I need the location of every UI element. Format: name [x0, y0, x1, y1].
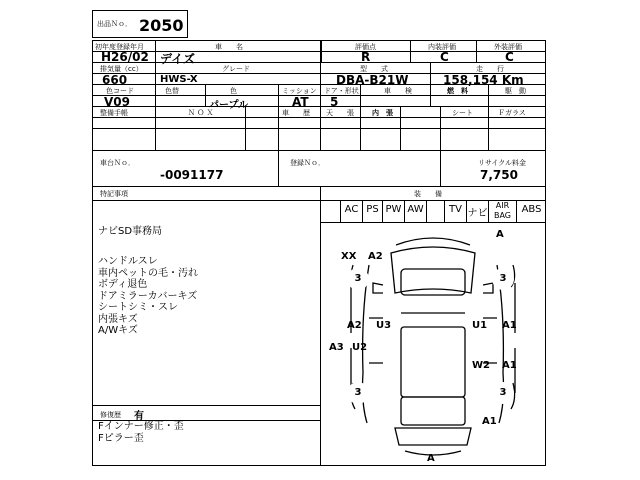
- recycle-label: リサイクル料金: [478, 159, 527, 167]
- color-code-label: 色コード: [106, 87, 134, 95]
- damage-u1: U1: [472, 320, 488, 331]
- equip-navi: ナビ: [466, 200, 488, 222]
- doors-value: 5: [330, 95, 339, 109]
- model-value: DBA-B21W: [336, 73, 409, 87]
- fuel-label: 燃 料: [447, 87, 468, 95]
- drive-label: 駆 動: [505, 87, 526, 95]
- exterior-score-label: 外装評価: [494, 43, 522, 51]
- interior-score-label: 内装評価: [428, 43, 456, 51]
- repair-list: [98, 421, 184, 445]
- model-label: 型 式: [360, 65, 388, 73]
- note-item: A/Wキズ: [98, 325, 138, 336]
- wheel-right-front: 3: [492, 268, 514, 290]
- nox-label: Ｎ Ｏ Ｘ: [188, 109, 214, 117]
- color-code-value: V09: [104, 95, 130, 109]
- damage-u2: U2: [352, 342, 368, 353]
- note-item: 車内ペットの毛・汚れ: [98, 267, 198, 279]
- roof-label: 天 張: [326, 109, 354, 117]
- equip-airbag: AIR BAG: [488, 200, 516, 222]
- damage-rear: A: [427, 453, 435, 464]
- color-type-label: 色替: [165, 87, 179, 95]
- damage-a1-low: A1: [502, 360, 517, 371]
- inspection-label: 車 検: [384, 87, 412, 95]
- chassis-value: -0091177: [160, 168, 224, 182]
- damage-xx: XX: [341, 251, 357, 262]
- grade-label: グレード: [222, 65, 250, 73]
- score-label: 評価点: [355, 43, 376, 51]
- rear-bumper-outline: [395, 428, 471, 445]
- recycle-value: 7,750: [480, 168, 518, 182]
- note-item: ボディ退色: [98, 279, 148, 290]
- glass-label: Ｆガラス: [498, 109, 526, 117]
- equip-tv: TV: [444, 200, 466, 222]
- note-item: シートシミ・スレ: [98, 302, 178, 313]
- equip-abs: ABS: [516, 200, 546, 222]
- repair-item: Fインナー修正・歪: [98, 421, 184, 432]
- lot-number-label: 出品Ｎｏ．: [97, 20, 132, 28]
- upholstery-label: 内 張: [372, 109, 393, 117]
- equip-blank: [320, 200, 340, 222]
- rear-window-outline: [401, 397, 465, 425]
- damage-front: A: [496, 229, 504, 240]
- right-mirror: [483, 283, 493, 293]
- notes-label: 特記事項: [100, 190, 128, 198]
- front-bumper-outline: [396, 238, 470, 245]
- grade-value: HWS-X: [160, 74, 198, 85]
- color-value: パープル: [209, 100, 249, 111]
- repair-label: 修復歴: [100, 411, 121, 419]
- mileage-value: 158,154 Km: [443, 73, 524, 87]
- damage-a3: A3: [329, 342, 344, 353]
- repair-item: Fピラー歪: [98, 433, 144, 444]
- damage-u3: U3: [376, 320, 392, 331]
- lot-number-box: [92, 10, 188, 38]
- equip-empty: [426, 200, 444, 222]
- displacement-value: 660: [102, 73, 128, 87]
- equip-ac: AC: [340, 200, 362, 222]
- reg-no-label: 登録Ｎｏ．: [290, 159, 325, 167]
- color-label: 色: [230, 87, 237, 95]
- lot-number-value: 2050: [139, 16, 184, 35]
- first-reg-value: H26/02: [101, 50, 149, 64]
- manual-label: 整備手帳: [100, 109, 128, 117]
- windshield-outline: [401, 269, 465, 295]
- interior-score-value: C: [440, 50, 449, 64]
- equipment-label: 装 備: [414, 190, 442, 198]
- damage-a2-mid: A2: [347, 320, 362, 331]
- note-item: ドアミラーカバーキズ: [98, 290, 198, 302]
- damage-a1-rear: A1: [482, 416, 497, 427]
- equip-aw: AW: [404, 200, 426, 222]
- transmission-label: ミッション: [282, 87, 317, 95]
- wheel-left-rear: 3: [347, 382, 369, 404]
- wheel-right-rear: 3: [492, 382, 514, 404]
- first-reg-label: 初年度登録年月: [95, 43, 144, 51]
- damage-a2-top: A2: [368, 251, 383, 262]
- seat-label: シート: [452, 109, 473, 117]
- transmission-value: AT: [292, 95, 309, 109]
- name-label: 車 名: [215, 43, 243, 51]
- hood-outline: [391, 247, 475, 293]
- chassis-label: 車台Ｎｏ．: [100, 159, 135, 167]
- equip-ps: PS: [362, 200, 382, 222]
- score-value: R: [361, 50, 371, 64]
- doors-label: ドア・形状: [324, 87, 359, 95]
- exterior-score-value: C: [505, 50, 514, 64]
- mileage-label: 走 行: [476, 65, 504, 73]
- damage-w2: W2: [472, 360, 490, 371]
- damage-a1-mid: A1: [502, 320, 517, 331]
- notes-list: [98, 256, 198, 337]
- history-label: 車 歴: [282, 109, 310, 117]
- displacement-label: 排気量（cc）: [100, 65, 143, 73]
- equip-pw: PW: [382, 200, 404, 222]
- roof-outline: [401, 327, 465, 397]
- wheel-left-front: 3: [347, 268, 369, 290]
- note-top: ナビSD事務局: [98, 226, 163, 237]
- note-item: ハンドルスレ: [98, 256, 158, 267]
- name-value: デイズ: [160, 52, 196, 66]
- note-item: 内張キズ: [98, 313, 138, 325]
- left-mirror: [373, 283, 383, 293]
- repair-value: 有: [134, 411, 144, 422]
